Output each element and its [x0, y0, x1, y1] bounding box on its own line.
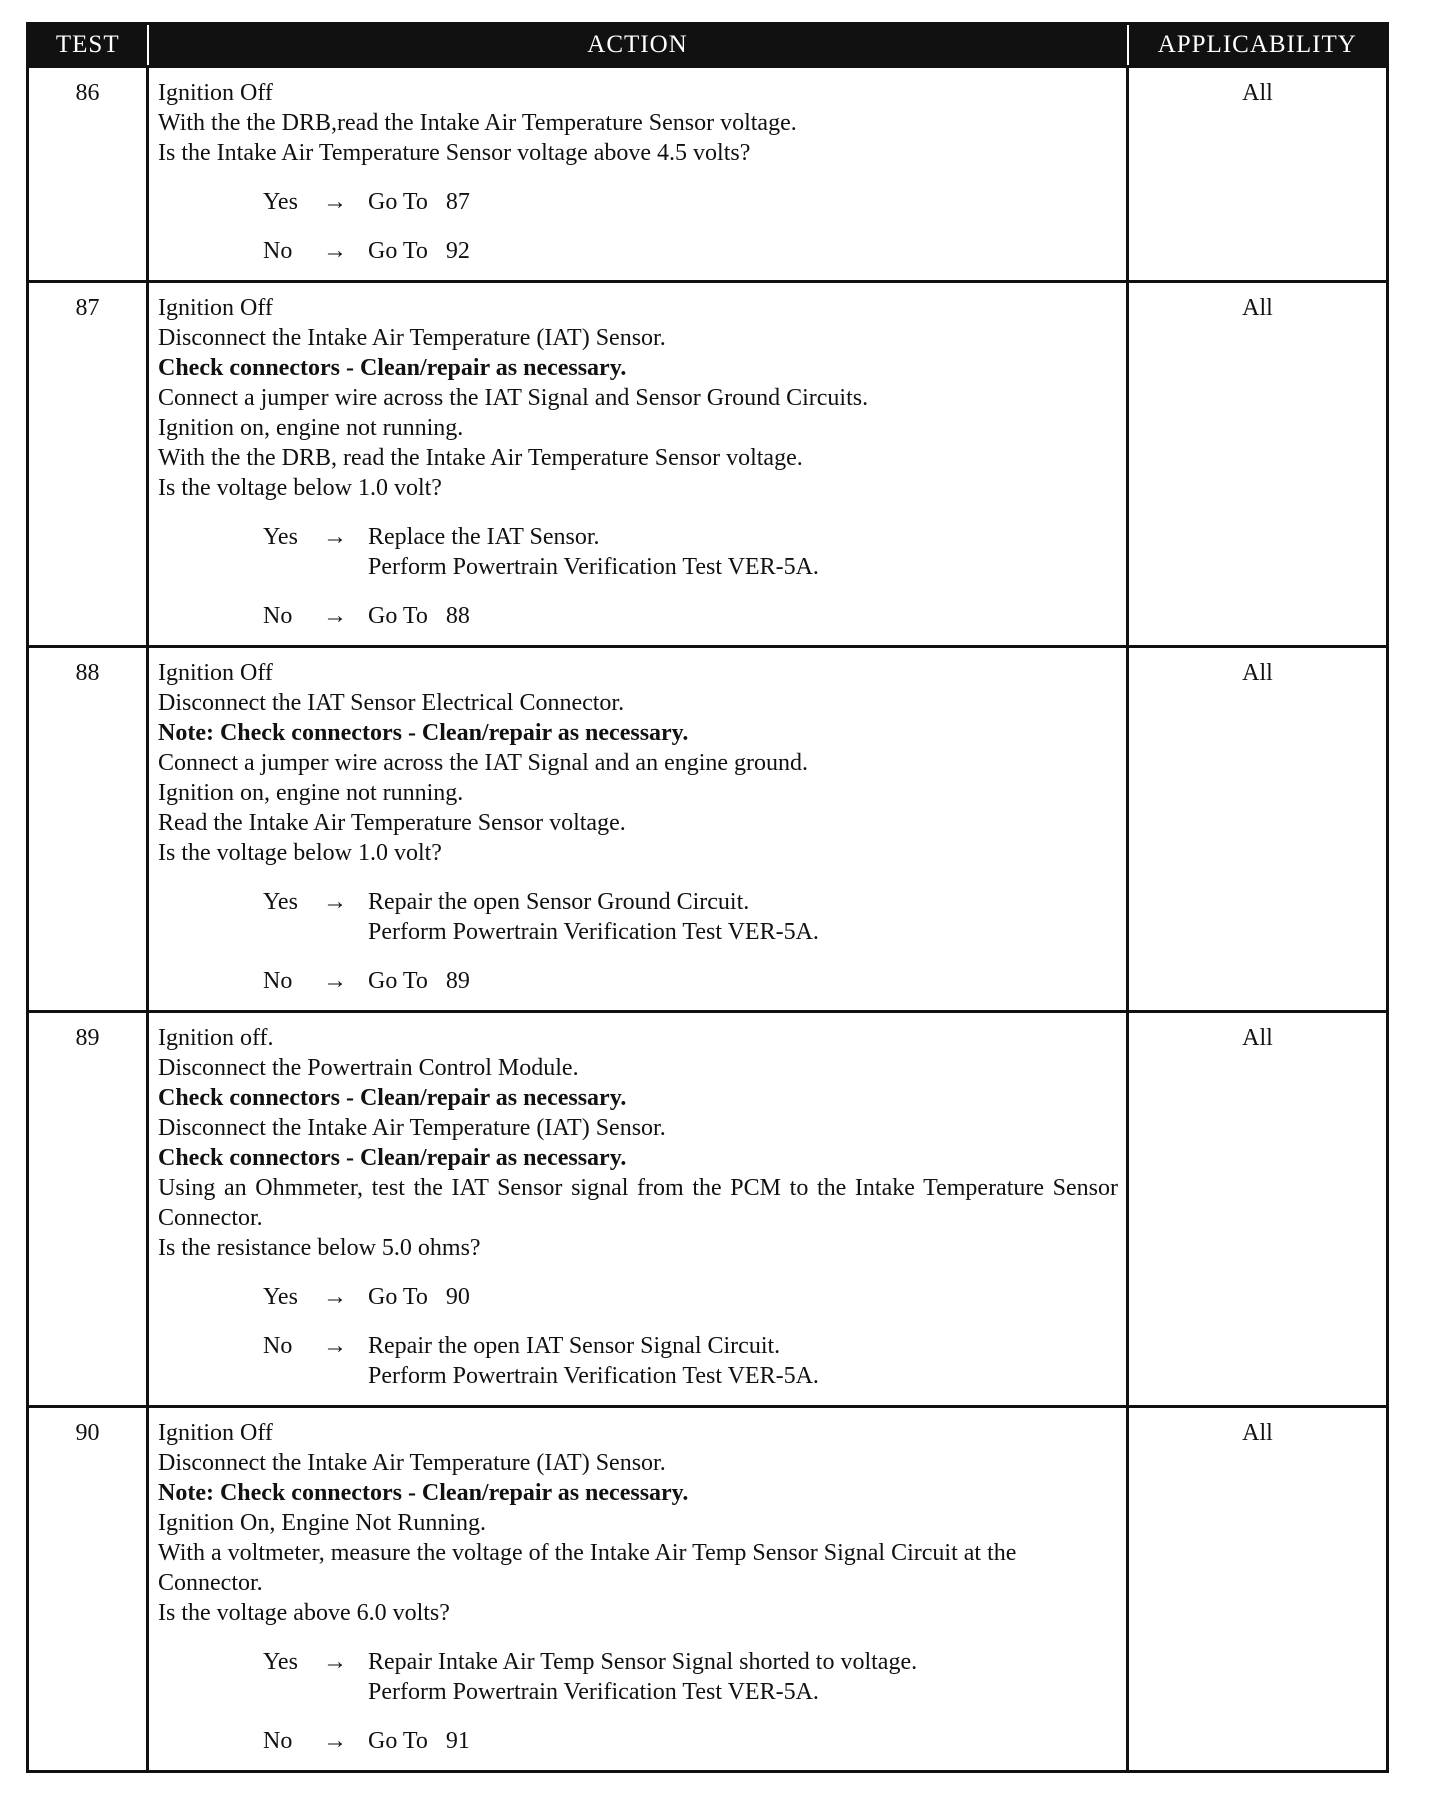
action-cell: [148, 1407, 1128, 1772]
action-cell: [148, 67, 1128, 282]
answer-no: [158, 1726, 1118, 1756]
action-step: Is the voltage below 1.0 volt?: [158, 475, 442, 501]
action-step: Ignition Off: [158, 660, 273, 686]
answer-label: No: [263, 1728, 293, 1754]
table-row: [28, 1407, 1388, 1772]
result-line: Go To 92: [368, 238, 470, 264]
arrow-icon: →: [323, 238, 347, 264]
applicability-value: All: [1128, 1407, 1388, 1772]
action-step: Disconnect the IAT Sensor Electrical Connector.: [158, 690, 625, 716]
action-cell: [148, 282, 1128, 647]
answer-result: [368, 601, 1118, 631]
answer-result: [368, 1726, 1118, 1756]
answer-label: No: [263, 603, 293, 629]
answer-yes: [158, 1282, 1118, 1312]
action-note: Check connectors - Clean/repair as necessary.: [158, 355, 627, 381]
arrow-icon: →: [323, 189, 347, 215]
action-step: With a voltmeter, measure the voltage of the Intake Air Temp Sensor Signal Circuit at the Connector.: [158, 1540, 1017, 1596]
header-applicability: APPLICABILITY: [1128, 24, 1388, 67]
answer-no: [158, 1331, 1118, 1391]
action-step: Ignition on, engine not running.: [158, 780, 464, 806]
arrow-icon: →: [323, 1649, 347, 1675]
answer-yes: [158, 887, 1118, 947]
action-step: Disconnect the Intake Air Temperature (IAT) Sensor.: [158, 1450, 666, 1476]
action-step: Disconnect the Intake Air Temperature (IAT) Sensor.: [158, 325, 666, 351]
answer-no: [158, 601, 1118, 631]
action-step: Read the Intake Air Temperature Sensor voltage.: [158, 810, 626, 836]
result-line: Go To 91: [368, 1728, 470, 1754]
answer-label: No: [263, 238, 293, 264]
action-note: Note: Check connectors - Clean/repair as necessary.: [158, 1480, 689, 1506]
answer-no: [158, 966, 1118, 996]
diagnostic-table: [26, 22, 1389, 1773]
result-line: Perform Powertrain Verification Test VER-5A.: [368, 919, 819, 945]
applicability-value: All: [1128, 647, 1388, 1012]
answer-label: Yes: [263, 524, 298, 550]
table-header: [28, 24, 1388, 67]
diagnostic-page: [26, 22, 1386, 1773]
action-step: Disconnect the Powertrain Control Module.: [158, 1055, 579, 1081]
test-number: 86: [28, 67, 148, 282]
answer-label: Yes: [263, 189, 298, 215]
result-line: Repair Intake Air Temp Sensor Signal shorted to voltage.: [368, 1649, 918, 1675]
answer-label: Yes: [263, 1284, 298, 1310]
result-line: Go To 88: [368, 603, 470, 629]
result-line: Go To 90: [368, 1284, 470, 1310]
answer-result: [368, 887, 1118, 947]
answer-result: [368, 187, 1118, 217]
action-step: Connect a jumper wire across the IAT Signal and an engine ground.: [158, 750, 809, 776]
result-line: Perform Powertrain Verification Test VER-5A.: [368, 554, 819, 580]
result-line: Go To 89: [368, 968, 470, 994]
action-step: Ignition off.: [158, 1025, 274, 1051]
answer-result: [368, 522, 1118, 582]
result-line: Repair the open IAT Sensor Signal Circuit.: [368, 1333, 781, 1359]
result-line: Repair the open Sensor Ground Circuit.: [368, 889, 750, 915]
answer-yes: [158, 1647, 1118, 1707]
answer-result: [368, 236, 1118, 266]
applicability-value: All: [1128, 282, 1388, 647]
result-line: Replace the IAT Sensor.: [368, 524, 600, 550]
action-step: Ignition Off: [158, 80, 273, 106]
action-step: Ignition Off: [158, 1420, 273, 1446]
answer-result: [368, 1282, 1118, 1312]
test-number: 87: [28, 282, 148, 647]
action-step: Is the Intake Air Temperature Sensor voltage above 4.5 volts?: [158, 140, 751, 166]
header-test: TEST: [28, 24, 148, 67]
action-step: Connect a jumper wire across the IAT Signal and Sensor Ground Circuits.: [158, 385, 869, 411]
applicability-value: All: [1128, 1012, 1388, 1407]
arrow-icon: →: [323, 524, 347, 550]
arrow-icon: →: [323, 1728, 347, 1754]
answer-result: [368, 966, 1118, 996]
answer-label: No: [263, 1333, 293, 1359]
header-action: ACTION: [148, 24, 1128, 67]
result-line: Perform Powertrain Verification Test VER-5A.: [368, 1679, 819, 1705]
action-step: Ignition On, Engine Not Running.: [158, 1510, 486, 1536]
action-note: Check connectors - Clean/repair as necessary.: [158, 1085, 627, 1111]
arrow-icon: →: [323, 1284, 347, 1310]
answer-label: Yes: [263, 889, 298, 915]
table-row: [28, 67, 1388, 282]
applicability-value: All: [1128, 67, 1388, 282]
answer-no: [158, 236, 1118, 266]
action-step: With the the DRB,read the Intake Air Temperature Sensor voltage.: [158, 110, 797, 136]
action-note: Note: Check connectors - Clean/repair as necessary.: [158, 720, 689, 746]
action-step: Is the voltage below 1.0 volt?: [158, 840, 442, 866]
arrow-icon: →: [323, 968, 347, 994]
action-step: With the the DRB, read the Intake Air Temperature Sensor voltage.: [158, 445, 803, 471]
action-cell: [148, 1012, 1128, 1407]
action-step: Disconnect the Intake Air Temperature (IAT) Sensor.: [158, 1115, 666, 1141]
action-cell: [148, 647, 1128, 1012]
action-step: Using an Ohmmeter, test the IAT Sensor signal from the PCM to the Intake Temperature Sensor Connector.: [158, 1175, 1118, 1231]
action-note: Check connectors - Clean/repair as necessary.: [158, 1145, 627, 1171]
arrow-icon: →: [323, 889, 347, 915]
action-step: Ignition on, engine not running.: [158, 415, 464, 441]
action-step: Is the resistance below 5.0 ohms?: [158, 1235, 481, 1261]
table-row: [28, 1012, 1388, 1407]
table-body: [28, 67, 1388, 1772]
result-line: Go To 87: [368, 189, 470, 215]
answer-yes: [158, 522, 1118, 582]
arrow-icon: →: [323, 603, 347, 629]
result-line: Perform Powertrain Verification Test VER-5A.: [368, 1363, 819, 1389]
answer-result: [368, 1647, 1118, 1707]
arrow-icon: →: [323, 1333, 347, 1359]
answer-label: Yes: [263, 1649, 298, 1675]
table-row: [28, 282, 1388, 647]
test-number: 90: [28, 1407, 148, 1772]
action-step: Ignition Off: [158, 295, 273, 321]
action-step: Is the voltage above 6.0 volts?: [158, 1600, 450, 1626]
test-number: 88: [28, 647, 148, 1012]
answer-result: [368, 1331, 1118, 1391]
test-number: 89: [28, 1012, 148, 1407]
answer-yes: [158, 187, 1118, 217]
table-row: [28, 647, 1388, 1012]
answer-label: No: [263, 968, 293, 994]
